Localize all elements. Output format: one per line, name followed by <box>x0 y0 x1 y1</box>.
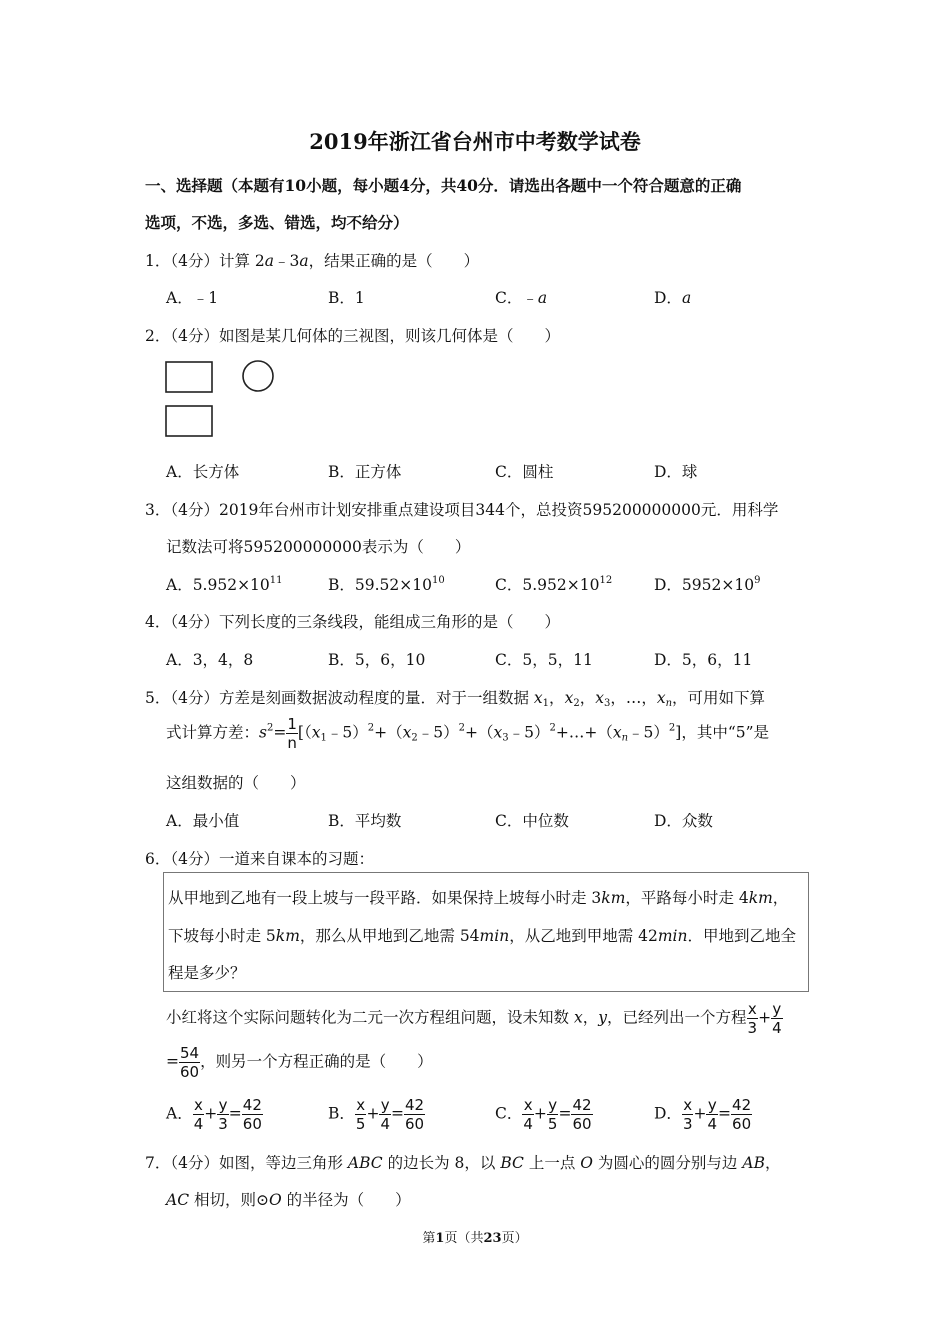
q6-option-a: A． $\frac{x}{4}$ + $\frac{y}{3}$ = $\frac{42}{60}$ <box>166 1096 262 1133</box>
q5-option-d: D．众数 <box>654 812 713 830</box>
q4-option-b: B．5，6，10 <box>328 651 426 669</box>
question-1: 1．（4分）计算 2a﹣3a，结果正确的是（ ） <box>145 252 480 270</box>
q2-option-c: C．圆柱 <box>495 463 554 481</box>
box-line1: 从甲地到乙地有一段上坡与一段平路．如果保持上坡每小时走 3km，平路每小时走 4km， <box>168 889 789 907</box>
q3-option-c: C．$5.952\times 10^{12}$ <box>495 575 613 594</box>
q2-option-a: A．长方体 <box>166 463 240 481</box>
q4-option-a: A．3，4，8 <box>166 651 254 669</box>
q4-option-d: D．5，6，11 <box>654 651 753 669</box>
q1-option-c: C．﹣a <box>495 289 548 307</box>
question-6-line-equation: 小红将这个实际问题转化为二元一次方程组问题，设未知数 x，y，已经列出一个方程 $\frac{x}{3}$ + $\frac{y}{4}$ <box>166 1000 782 1037</box>
q3-option-d: D．$5952\times 10^9$ <box>654 575 761 594</box>
question-6: 6．（4分）一道来自课本的习题： <box>145 850 374 868</box>
question-7-line1: 7．（4分）如图，等边三角形 ABC 的边长为 8，以 BC 上一点 O 为圆心的圆分别与边 AB， <box>145 1154 781 1172</box>
q5-option-c: C．中位数 <box>495 812 569 830</box>
section-heading-line1: 一、选择题（本题有10小题，每小题4分，共40分．请选出各题中一个符合题意的正确 <box>145 176 742 195</box>
q3-option-b: B．$59.52\times 10^{10}$ <box>328 575 445 594</box>
question-7-line2: AC 相切，则⊙O 的半径为（ ） <box>166 1191 411 1209</box>
q2-option-b: B．正方体 <box>328 463 402 481</box>
question-2: 2．（4分）如图是某几何体的三视图，则该几何体是（ ） <box>145 327 560 345</box>
q3-option-a: A．$5.952\times 10^{11}$ <box>166 575 283 594</box>
q1-option-a: A．﹣1 <box>166 289 219 307</box>
question-3-line1: 3．（4分）2019年台州市计划安排重点建设项目344个，总投资595200000000元．用科学 <box>145 501 779 519</box>
top-view-rectangle <box>166 406 212 436</box>
q1-option-b: B．1 <box>328 289 365 307</box>
q4-option-c: C．5，5，11 <box>495 651 593 669</box>
question-6-line2: = $\frac{54}{60}$ ，则另一个方程正确的是（ ） <box>166 1044 433 1081</box>
question-4: 4．（4分）下列长度的三条线段，能组成三角形的是（ ） <box>145 613 560 631</box>
front-view-rectangle <box>166 362 212 392</box>
q5-option-a: A．最小值 <box>166 812 240 830</box>
page-footer: 第1页（共23页） <box>422 1231 528 1246</box>
side-view-circle <box>243 361 273 391</box>
q5-option-b: B．平均数 <box>328 812 402 830</box>
box-line2: 下坡每小时走 5km，那么从甲地到乙地需 54min，从乙地到甲地需 42min．甲地到乙地全 <box>168 927 796 945</box>
section-heading-line2: 选项，不选，多选、错选，均不给分） <box>145 213 409 232</box>
page-title: 2019年浙江省台州市中考数学试卷 <box>309 129 641 154</box>
question-3-line2: 记数法可将595200000000表示为（ ） <box>166 538 471 556</box>
q6-option-b: B． $\frac{x}{5}$ + $\frac{y}{4}$ = $\frac{42}{60}$ <box>328 1096 425 1133</box>
variance-fraction: $\frac{1}{n}$ <box>287 715 297 752</box>
question-5-line2: 式计算方差：$s^2=$ $\frac{1}{n}$ $[(x_1﹣5)^2+(x_2﹣5)^2+(x_3﹣5)^2+\dots+(x_n﹣5)^2]$，其中“5”是 <box>166 715 770 752</box>
question-5-line3: 这组数据的（ ） <box>166 774 306 792</box>
q1-option-d: D．a <box>654 289 692 307</box>
q6-option-d: D． $\frac{x}{3}$ + $\frac{y}{4}$ = $\frac{42}{60}$ <box>654 1096 752 1133</box>
box-line3: 程是多少？ <box>168 964 246 982</box>
q2-option-d: D．球 <box>654 463 698 481</box>
question-5-line1: 5．（4分）方差是刻画数据波动程度的量．对于一组数据 $x_1$，$x_2$，$x_3$，…，$x_n$，可用如下算 <box>145 689 766 709</box>
q6-option-c: C． $\frac{x}{4}$ + $\frac{y}{5}$ = $\frac{42}{60}$ <box>495 1096 592 1133</box>
three-view-figure <box>160 355 280 445</box>
